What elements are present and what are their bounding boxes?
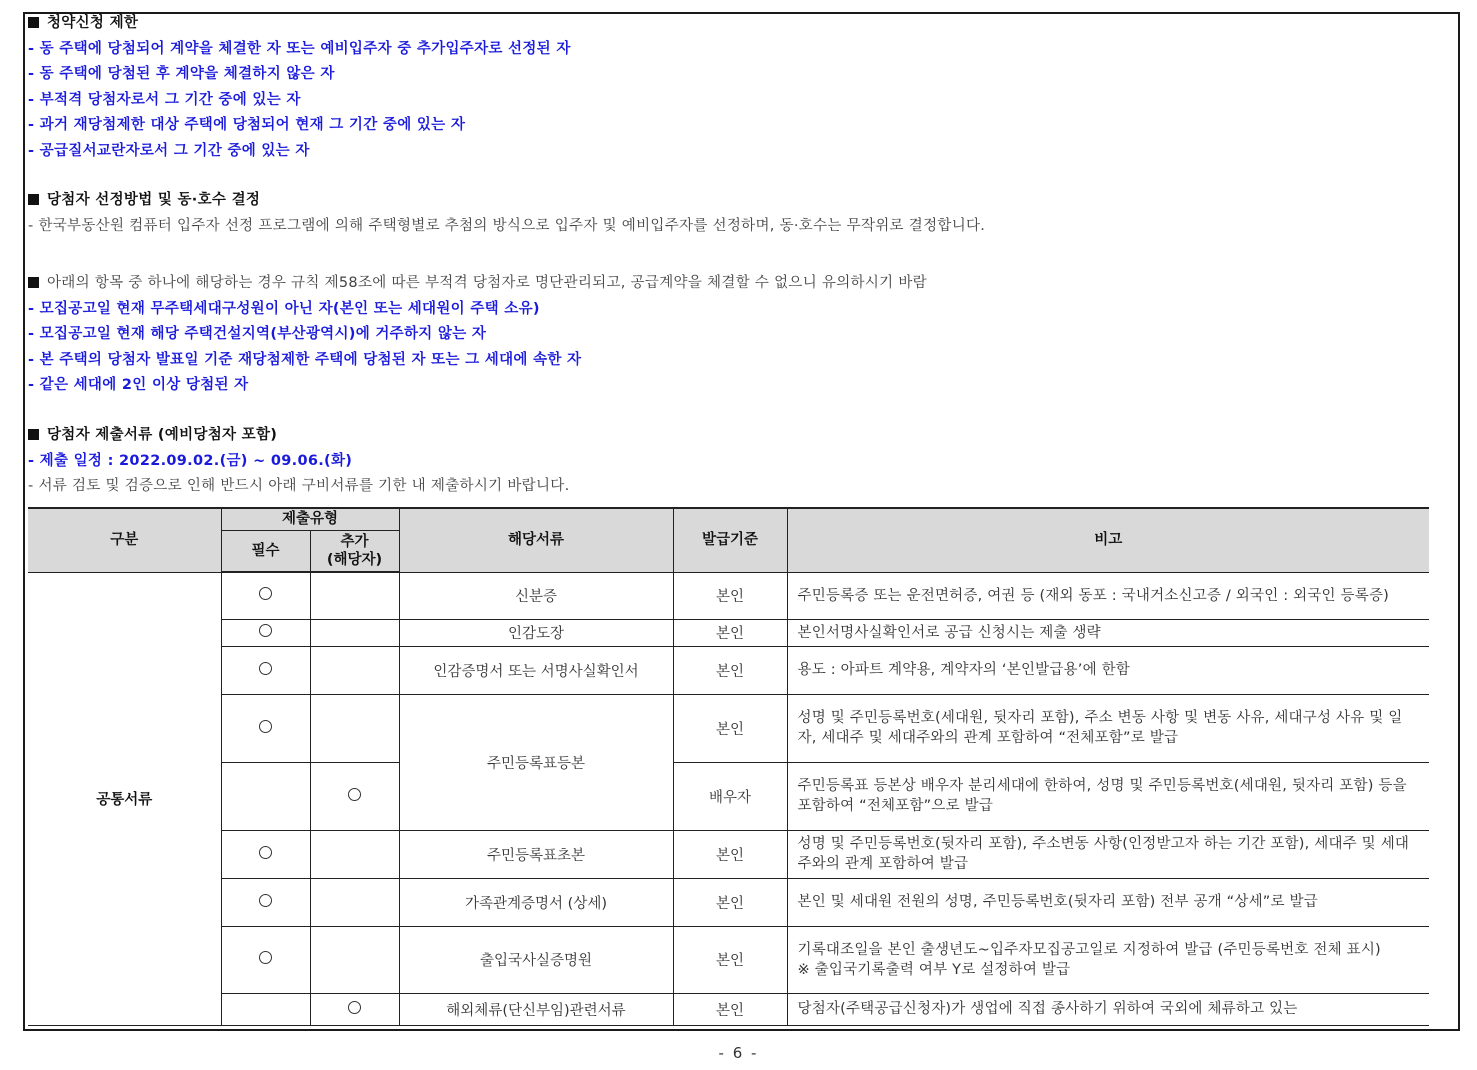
circle-mark-icon xyxy=(259,846,272,859)
basis-cell: 본인 xyxy=(673,619,787,646)
additional-cell xyxy=(310,878,399,926)
document-cell: 주민등록표등본 xyxy=(399,694,673,830)
circle-mark-icon xyxy=(259,587,272,600)
additional-cell xyxy=(310,619,399,646)
required-cell xyxy=(221,926,310,993)
document-cell: 해외체류(단신부임)관련서류 xyxy=(399,993,673,1025)
basis-cell: 본인 xyxy=(673,646,787,694)
required-cell xyxy=(221,830,310,878)
document-cell: 신분증 xyxy=(399,572,673,619)
additional-cell xyxy=(310,830,399,878)
ineligible-item: - 모집공고일 현재 무주택세대구성원이 아닌 자(본인 또는 세대원이 주택 소유) xyxy=(28,300,540,317)
required-cell xyxy=(221,619,310,646)
circle-mark-icon xyxy=(259,720,272,733)
documents-schedule: - 제출 일정 : 2022.09.02.(금) ~ 09.06.(화) xyxy=(28,452,353,469)
header-remarks: 비고 xyxy=(787,508,1429,572)
basis-cell: 본인 xyxy=(673,993,787,1025)
required-cell xyxy=(221,762,310,830)
header-submit-type: 제출유형 xyxy=(221,508,399,530)
restriction-item: - 동 주택에 당첨된 후 계약을 체결하지 않은 자 xyxy=(28,66,335,82)
remark-cell: 본인 및 세대원 전원의 성명, 주민등록번호(뒷자리 포함) 전부 공개 “상세”로 발급 xyxy=(787,878,1429,926)
page-number: - 6 - xyxy=(718,1044,759,1062)
selection-section xyxy=(28,188,985,239)
table-row xyxy=(28,878,1429,926)
required-cell xyxy=(221,694,310,762)
restriction-item: - 공급질서교란자로서 그 기간 중에 있는 자 xyxy=(28,142,310,159)
additional-cell xyxy=(310,762,399,830)
table-row xyxy=(28,572,1429,619)
additional-cell xyxy=(310,926,399,993)
header-document: 해당서류 xyxy=(399,508,673,572)
remark-cell: 성명 및 주민등록번호(세대원, 뒷자리 포함), 주소 변동 사항 및 변동 사유, 세대구성 사유 및 일자, 세대주 및 세대주와의 관계 포함하여 “전체포함”로 발급 xyxy=(787,694,1429,762)
square-bullet-icon xyxy=(28,17,39,28)
header-issue-basis: 발급기준 xyxy=(673,508,787,572)
required-cell xyxy=(221,993,310,1025)
basis-cell: 본인 xyxy=(673,830,787,878)
selection-title: 당첨자 선정방법 및 동·호수 결정 xyxy=(28,188,985,214)
additional-cell xyxy=(310,572,399,619)
circle-mark-icon xyxy=(259,951,272,964)
table-row xyxy=(28,646,1429,694)
ineligible-section xyxy=(28,271,927,399)
additional-cell xyxy=(310,646,399,694)
basis-cell: 본인 xyxy=(673,926,787,993)
documents-table xyxy=(28,507,1429,1026)
table-row xyxy=(28,619,1429,646)
header-required: 필수 xyxy=(221,530,310,572)
documents-section xyxy=(28,423,569,500)
required-cell xyxy=(221,572,310,619)
documents-notice: - 서류 검토 및 검증으로 인해 반드시 아래 구비서류를 기한 내 제출하시기 바랍니다. xyxy=(28,478,570,494)
category-cell: 공통서류 xyxy=(28,572,221,1025)
circle-mark-icon xyxy=(259,624,272,637)
ineligible-item: - 모집공고일 현재 해당 주택건설지역(부산광역시)에 거주하지 않는 자 xyxy=(28,326,487,342)
document-cell: 인감증명서 또는 서명사실확인서 xyxy=(399,646,673,694)
basis-cell: 본인 xyxy=(673,878,787,926)
documents-title: 당첨자 제출서류 (예비당첨자 포함) xyxy=(28,423,569,449)
remark-cell xyxy=(787,926,1429,993)
table-row xyxy=(28,694,1429,762)
remark-cell: 주민등록증 또는 운전면허증, 여권 등 (재외 동포 : 국내거소신고증 / 외국인 : 외국인 등록증) xyxy=(787,572,1429,619)
circle-mark-icon xyxy=(348,1001,361,1014)
circle-mark-icon xyxy=(259,894,272,907)
document-cell: 인감도장 xyxy=(399,619,673,646)
restriction-item: - 동 주택에 당첨되어 계약을 체결한 자 또는 예비입주자 중 추가입주자로 선정된 자 xyxy=(28,40,571,57)
remark-cell: 본인서명사실확인서로 공급 신청시는 제출 생략 xyxy=(787,619,1429,646)
restriction-section xyxy=(28,11,571,164)
circle-mark-icon xyxy=(259,662,272,675)
required-cell xyxy=(221,878,310,926)
ineligible-item: - 본 주택의 당첨자 발표일 기준 재당첨제한 주택에 당첨된 자 또는 그 세대에 속한 자 xyxy=(28,351,582,368)
circle-mark-icon xyxy=(348,788,361,801)
basis-cell: 배우자 xyxy=(673,762,787,830)
square-bullet-icon xyxy=(28,429,39,440)
table-row xyxy=(28,926,1429,993)
ineligible-item: - 같은 세대에 2인 이상 당첨된 자 xyxy=(28,377,249,393)
header-additional xyxy=(310,530,399,572)
table-row xyxy=(28,762,1429,830)
additional-cell xyxy=(310,993,399,1025)
remark-cell: 용도 : 아파트 계약용, 계약자의 ‘본인발급용’에 한함 xyxy=(787,646,1429,694)
header-additional-sub: (해당자) xyxy=(326,551,383,568)
restriction-title: 청약신청 제한 xyxy=(28,11,571,37)
restriction-item: - 부적격 당첨자로서 그 기간 중에 있는 자 xyxy=(28,91,301,108)
document-cell: 가족관계증명서 (상세) xyxy=(399,878,673,926)
remark-text: 기록대조일을 본인 출생년도~입주자모집공고일로 지정하여 발급 (주민등록번호 전체 표시) xyxy=(797,941,1381,958)
restriction-item: - 과거 재당첨제한 대상 주택에 당첨되어 현재 그 기간 중에 있는 자 xyxy=(28,117,466,133)
remark-cell: 성명 및 주민등록번호(뒷자리 포함), 주소변동 사항(인정받고자 하는 기간 포함), 세대주 및 세대주와의 관계 포함하여 발급 xyxy=(787,830,1429,878)
square-bullet-icon xyxy=(28,194,39,205)
ineligible-title: 아래의 항목 중 하나에 해당하는 경우 규칙 제58조에 따른 부적격 당첨자로 명단관리되고, 공급계약을 체결할 수 없으니 유의하시기 바람 xyxy=(28,271,927,297)
header-additional-label: 추가 xyxy=(340,533,369,550)
header-category: 구분 xyxy=(28,508,221,572)
additional-cell xyxy=(310,694,399,762)
remark-cell: 주민등록표 등본상 배우자 분리세대에 한하여, 성명 및 주민등록번호(세대원, 뒷자리 포함) 등을 포함하여 “전체포함”으로 발급 xyxy=(787,762,1429,830)
table-row xyxy=(28,830,1429,878)
document-cell: 주민등록표초본 xyxy=(399,830,673,878)
required-cell xyxy=(221,646,310,694)
remark-note: ※ 출입국기록출력 여부 Y로 설정하여 발급 xyxy=(797,961,1071,978)
remark-cell: 당첨자(주택공급신청자)가 생업에 직접 종사하기 위하여 국외에 체류하고 있는 xyxy=(787,993,1429,1025)
basis-cell: 본인 xyxy=(673,694,787,762)
document-cell: 출입국사실증명원 xyxy=(399,926,673,993)
selection-text: - 한국부동산원 컴퓨터 입주자 선정 프로그램에 의해 주택형별로 추첨의 방식으로 입주자 및 예비입주자를 선정하며, 동·호수는 무작위로 결정합니다. xyxy=(28,217,986,234)
basis-cell: 본인 xyxy=(673,572,787,619)
square-bullet-icon xyxy=(28,277,39,288)
table-row xyxy=(28,993,1429,1025)
